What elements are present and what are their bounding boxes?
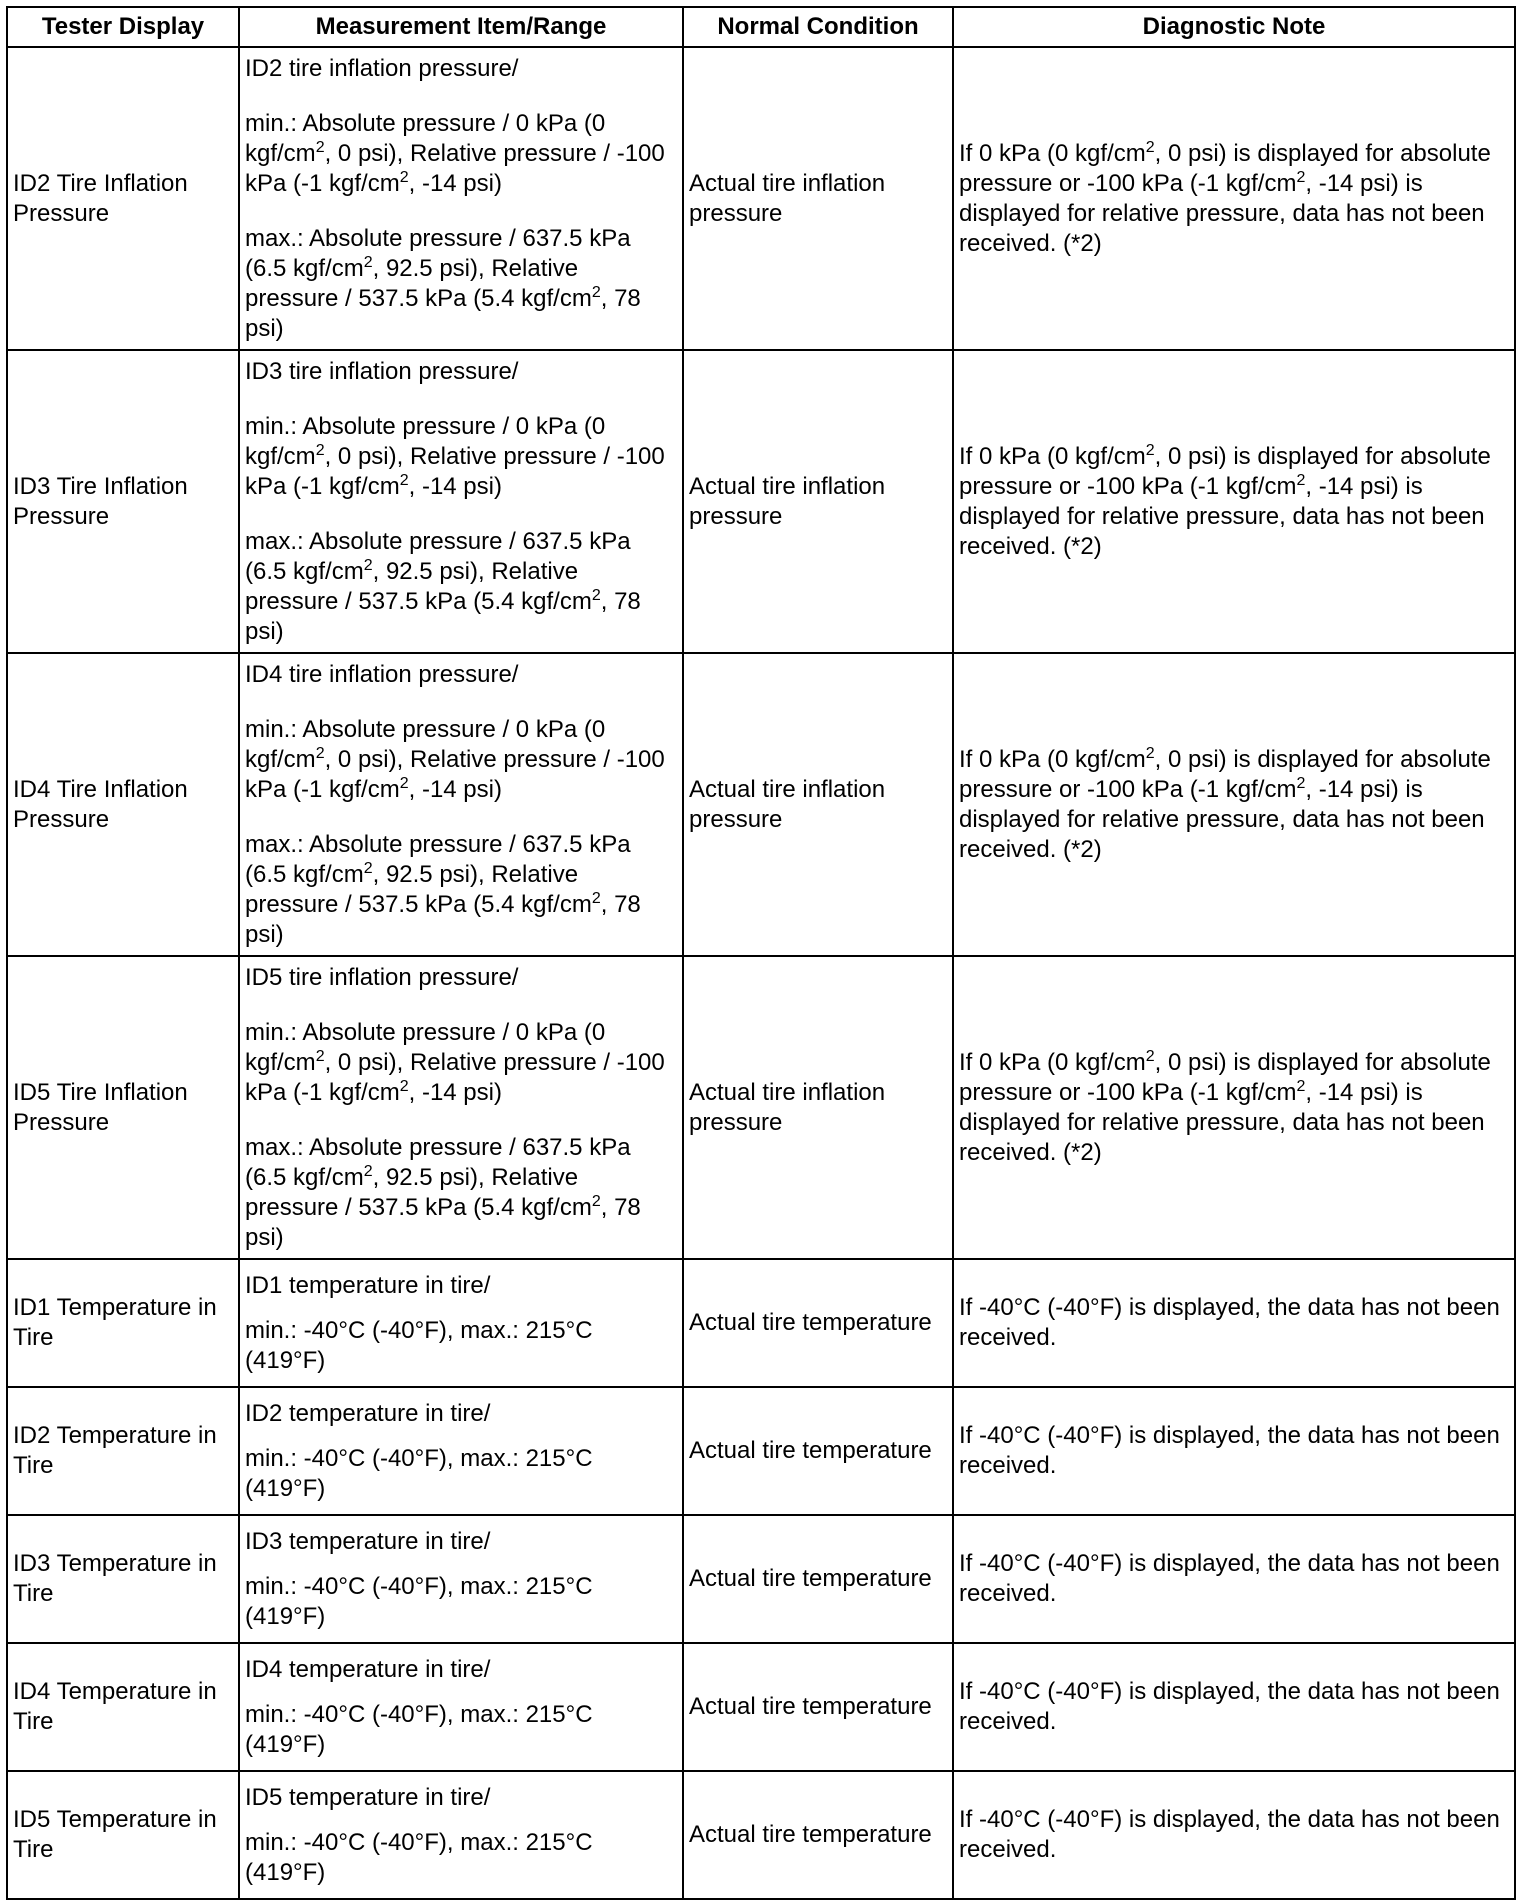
range-title: ID5 temperature in tire/ [245, 1783, 491, 1811]
range-title: ID3 temperature in tire/ [245, 1527, 491, 1555]
header-diagnostic-note: Diagnostic Note [953, 7, 1515, 47]
diagnostic-note-cell: If 0 kPa (0 kgf/$cm^2$, 0 psi) is displayed for absolute pressure or -100 kPa (-1 kgf/$cm^2$, -14 psi) is displayed for relative pressure, data has not been received. (*2) [953, 350, 1515, 653]
table-row [7, 350, 1515, 653]
header-tester-display: Tester Display [7, 7, 239, 47]
header-row [7, 7, 1515, 47]
tester-display-cell: ID2 Tire Inflation Pressure [7, 47, 239, 350]
measurement-range-cell [239, 956, 683, 1259]
range-value: min.: -40°C (-40°F), max.: 215°C (419°F) [245, 1444, 593, 1502]
tester-display-cell: ID4 Temperature in Tire [7, 1643, 239, 1771]
tester-display-cell: ID3 Temperature in Tire [7, 1515, 239, 1643]
table-header [7, 7, 1515, 47]
diagnostic-note-cell: If 0 kPa (0 kgf/$cm^2$, 0 psi) is displayed for absolute pressure or -100 kPa (-1 kgf/$cm^2$, -14 psi) is displayed for relative pressure, data has not been received. (*2) [953, 956, 1515, 1259]
data-monitor-sheet [6, 6, 1514, 1900]
tester-display-cell: ID2 Temperature in Tire [7, 1387, 239, 1515]
table-row [7, 1643, 1515, 1771]
table-row [7, 956, 1515, 1259]
diagnostic-note-cell: If 0 kPa (0 kgf/$cm^2$, 0 psi) is displayed for absolute pressure or -100 kPa (-1 kgf/$cm^2$, -14 psi) is displayed for relative pressure, data has not been received. (*2) [953, 47, 1515, 350]
table-row [7, 1515, 1515, 1643]
tester-display-cell: ID4 Tire Inflation Pressure [7, 653, 239, 956]
range-max: max.: Absolute pressure / 637.5 kPa (6.5 kgf/$cm^2$, 92.5 psi), Relative pressure / 537.5 kPa (5.4 kgf/$cm^2$, 78 psi) [245, 830, 641, 948]
diagnostic-note-cell: If -40°C (-40°F) is displayed, the data has not been received. [953, 1771, 1515, 1899]
range-title: ID2 tire inflation pressure/ [245, 54, 519, 82]
diagnostic-note-cell: If -40°C (-40°F) is displayed, the data has not been received. [953, 1259, 1515, 1387]
data-monitor-table [6, 6, 1516, 1900]
header-measurement-item-range: Measurement Item/Range [239, 7, 683, 47]
table-body [7, 47, 1515, 1899]
range-title: ID1 temperature in tire/ [245, 1271, 491, 1299]
measurement-range-cell [239, 1771, 683, 1899]
range-value: min.: -40°C (-40°F), max.: 215°C (419°F) [245, 1572, 593, 1630]
range-min: min.: Absolute pressure / 0 kPa (0 kgf/$cm^2$, 0 psi), Relative pressure / -100 kPa (-1 kgf/$cm^2$, -14 psi) [245, 715, 665, 803]
diagnostic-note-cell: If 0 kPa (0 kgf/$cm^2$, 0 psi) is displayed for absolute pressure or -100 kPa (-1 kgf/$cm^2$, -14 psi) is displayed for relative pressure, data has not been received. (*2) [953, 653, 1515, 956]
normal-condition-cell: Actual tire inflation pressure [683, 350, 953, 653]
range-min: min.: Absolute pressure / 0 kPa (0 kgf/$cm^2$, 0 psi), Relative pressure / -100 kPa (-1 kgf/$cm^2$, -14 psi) [245, 1018, 665, 1106]
diagnostic-note-cell: If -40°C (-40°F) is displayed, the data has not been received. [953, 1643, 1515, 1771]
table-row [7, 1771, 1515, 1899]
measurement-range-cell [239, 653, 683, 956]
tester-display-cell: ID3 Tire Inflation Pressure [7, 350, 239, 653]
range-value: min.: -40°C (-40°F), max.: 215°C (419°F) [245, 1316, 593, 1374]
table-row [7, 47, 1515, 350]
table-row [7, 1259, 1515, 1387]
normal-condition-cell: Actual tire inflation pressure [683, 956, 953, 1259]
range-max: max.: Absolute pressure / 637.5 kPa (6.5 kgf/$cm^2$, 92.5 psi), Relative pressure / 537.5 kPa (5.4 kgf/$cm^2$, 78 psi) [245, 527, 641, 645]
normal-condition-cell: Actual tire temperature [683, 1643, 953, 1771]
measurement-range-cell [239, 1643, 683, 1771]
range-value: min.: -40°C (-40°F), max.: 215°C (419°F) [245, 1828, 593, 1886]
tester-display-cell: ID5 Temperature in Tire [7, 1771, 239, 1899]
range-title: ID3 tire inflation pressure/ [245, 357, 519, 385]
diagnostic-note-cell: If -40°C (-40°F) is displayed, the data has not been received. [953, 1387, 1515, 1515]
table-row [7, 653, 1515, 956]
range-title: ID5 tire inflation pressure/ [245, 963, 519, 991]
range-title: ID4 tire inflation pressure/ [245, 660, 519, 688]
normal-condition-cell: Actual tire inflation pressure [683, 653, 953, 956]
header-normal-condition: Normal Condition [683, 7, 953, 47]
measurement-range-cell [239, 1387, 683, 1515]
tester-display-cell: ID1 Temperature in Tire [7, 1259, 239, 1387]
range-value: min.: -40°C (-40°F), max.: 215°C (419°F) [245, 1700, 593, 1758]
range-title: ID2 temperature in tire/ [245, 1399, 491, 1427]
normal-condition-cell: Actual tire temperature [683, 1771, 953, 1899]
measurement-range-cell [239, 350, 683, 653]
range-max: max.: Absolute pressure / 637.5 kPa (6.5 kgf/$cm^2$, 92.5 psi), Relative pressure / 537.5 kPa (5.4 kgf/$cm^2$, 78 psi) [245, 1133, 641, 1251]
measurement-range-cell [239, 47, 683, 350]
normal-condition-cell: Actual tire temperature [683, 1259, 953, 1387]
measurement-range-cell [239, 1259, 683, 1387]
range-min: min.: Absolute pressure / 0 kPa (0 kgf/$cm^2$, 0 psi), Relative pressure / -100 kPa (-1 kgf/$cm^2$, -14 psi) [245, 412, 665, 500]
normal-condition-cell: Actual tire inflation pressure [683, 47, 953, 350]
range-max: max.: Absolute pressure / 637.5 kPa (6.5 kgf/$cm^2$, 92.5 psi), Relative pressure / 537.5 kPa (5.4 kgf/$cm^2$, 78 psi) [245, 224, 641, 342]
diagnostic-note-cell: If -40°C (-40°F) is displayed, the data has not been received. [953, 1515, 1515, 1643]
range-title: ID4 temperature in tire/ [245, 1655, 491, 1683]
range-min: min.: Absolute pressure / 0 kPa (0 kgf/$cm^2$, 0 psi), Relative pressure / -100 kPa (-1 kgf/$cm^2$, -14 psi) [245, 109, 665, 197]
normal-condition-cell: Actual tire temperature [683, 1387, 953, 1515]
normal-condition-cell: Actual tire temperature [683, 1515, 953, 1643]
table-row [7, 1387, 1515, 1515]
tester-display-cell: ID5 Tire Inflation Pressure [7, 956, 239, 1259]
measurement-range-cell [239, 1515, 683, 1643]
